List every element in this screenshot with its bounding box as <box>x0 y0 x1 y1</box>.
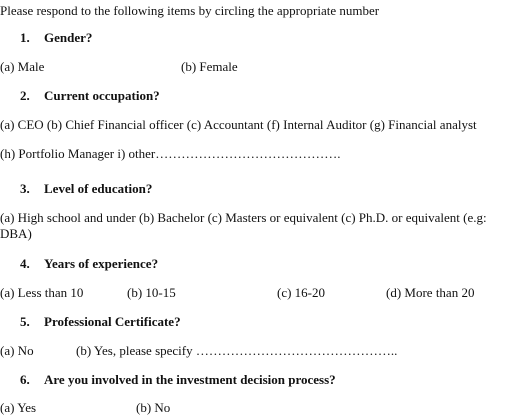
question-5-number: 5. <box>20 314 30 329</box>
question-4-text: Years of experience? <box>44 256 159 271</box>
question-5 <box>20 314 181 329</box>
q2-options-line-2[interactable]: (h) Portfolio Manager i) other……………………………………. <box>0 146 341 161</box>
question-6-number: 6. <box>20 372 30 387</box>
question-1 <box>20 30 92 45</box>
q1-option-female[interactable]: (b) Female <box>181 59 238 74</box>
q5-option-yes[interactable]: (b) Yes, please specify ……………………………………….. <box>76 343 398 358</box>
question-3 <box>20 181 152 196</box>
q3-options-line-1[interactable]: (a) High school and under (b) Bachelor (c) Masters or equivalent (c) Ph.D. or equivalent (e.g: <box>0 210 487 225</box>
q3-options-line-2[interactable]: DBA) <box>0 226 32 241</box>
q2-options-line-1[interactable]: (a) CEO (b) Chief Financial officer (c) Accountant (f) Internal Auditor (g) Financial analyst <box>0 117 477 132</box>
q5-option-no[interactable]: (a) No <box>0 343 34 358</box>
question-6-text: Are you involved in the investment decision process? <box>44 372 336 387</box>
question-1-number: 1. <box>20 30 30 45</box>
question-3-number: 3. <box>20 181 30 196</box>
question-4 <box>20 256 158 271</box>
question-2 <box>20 88 160 103</box>
q4-option-c[interactable]: (c) 16-20 <box>277 285 326 300</box>
question-4-number: 4. <box>20 256 30 271</box>
q4-option-b[interactable]: (b) 10-15 <box>127 285 176 300</box>
q1-option-male[interactable]: (a) Male <box>0 59 45 74</box>
q6-option-yes[interactable]: (a) Yes <box>0 400 37 415</box>
instruction-text: Please respond to the following items by circling the appropriate number <box>0 3 380 18</box>
q4-option-a[interactable]: (a) Less than 10 <box>0 285 84 300</box>
question-3-text: Level of education? <box>44 181 153 196</box>
q4-option-d[interactable]: (d) More than 20 <box>386 285 475 300</box>
q6-option-no[interactable]: (b) No <box>136 400 171 415</box>
question-6 <box>20 372 336 387</box>
question-2-text: Current occupation? <box>44 88 160 103</box>
question-2-number: 2. <box>20 88 30 103</box>
question-5-text: Professional Certificate? <box>44 314 181 329</box>
question-1-text: Gender? <box>44 30 93 45</box>
